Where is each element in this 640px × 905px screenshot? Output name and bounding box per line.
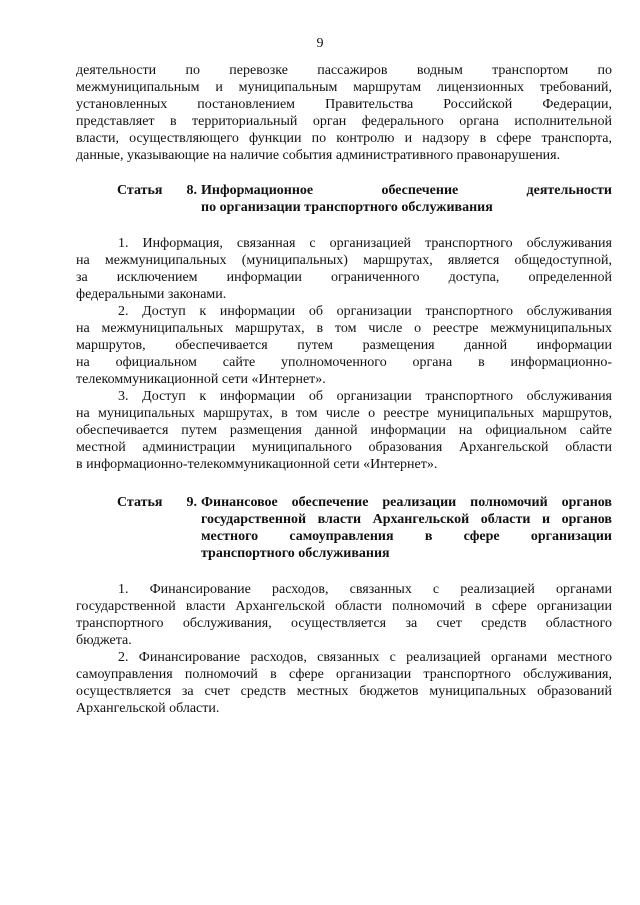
text-line: на межмуниципальных маршрутах, в том числе о реестре межмуниципальных bbox=[76, 321, 612, 336]
article-title-line: государственной власти Архангельской области и органов bbox=[201, 512, 612, 527]
article-title bbox=[201, 494, 612, 562]
article-8-paragraph-1 bbox=[76, 235, 612, 303]
text-line: государственной власти Архангельской области полномочий в сфере организации bbox=[76, 599, 612, 614]
text-line: 2. Доступ к информации об организации транспортного обслуживания bbox=[118, 304, 612, 319]
article-title-line: по организации транспортного обслуживания bbox=[201, 200, 493, 215]
text-line: 3. Доступ к информации об организации транспортного обслуживания bbox=[118, 389, 612, 404]
text-line: 1. Финансирование расходов, связанных с реализацией органами bbox=[118, 582, 612, 597]
text-line: в информационно-телекоммуникационной сети «Интернет». bbox=[76, 457, 438, 472]
text-line: межмуниципальным и муниципальным маршрутам лицензионных требований, bbox=[76, 80, 612, 95]
article-number: Статья 9. bbox=[117, 495, 197, 510]
text-line: власти, осуществляющего функции по контролю и надзору в сфере транспорта, bbox=[76, 131, 612, 146]
article-title-line: Финансовое обеспечение реализации полномочий органов bbox=[201, 495, 612, 510]
text-line: Архангельской области. bbox=[76, 701, 220, 716]
article-title-line: Информационное обеспечение деятельности bbox=[201, 183, 612, 198]
text-line: деятельности по перевозке пассажиров водным транспортом по bbox=[76, 63, 612, 78]
text-line: осуществляется за счет средств местных бюджетов муниципальных образований bbox=[76, 684, 612, 699]
text-line: на межмуниципальных (муниципальных) маршрутах, является общедоступной, bbox=[76, 253, 612, 268]
article-title-line: местного самоуправления в сфере организации bbox=[201, 529, 612, 544]
text-line: самоуправления полномочий в сфере организации транспортного обслуживания, bbox=[76, 667, 612, 682]
text-line: бюджета. bbox=[76, 633, 132, 648]
text-line: 1. Информация, связанная с организацией транспортного обслуживания bbox=[118, 236, 612, 251]
text-line: телекоммуникационной сети «Интернет». bbox=[76, 372, 326, 387]
article-8-paragraph-2 bbox=[76, 303, 612, 388]
page-number: 9 bbox=[316, 36, 324, 51]
text-line: установленных постановлением Правительства Российской Федерации, bbox=[76, 97, 612, 112]
text-line: представляет в территориальный орган федерального органа исполнительной bbox=[76, 114, 612, 129]
text-line: местной администрации муниципального образования Архангельской области bbox=[76, 440, 612, 455]
text-line: федеральными законами. bbox=[76, 287, 227, 302]
text-line: транспортного обслуживания, осуществляется за счет средств областного bbox=[76, 616, 612, 631]
text-line: на муниципальных маршрутах, в том числе о реестре муниципальных маршрутов, bbox=[76, 406, 612, 421]
text-line: на официальном сайте уполномоченного органа в информационно- bbox=[76, 355, 612, 370]
text-line: данные, указывающие на наличие события административного правонарушения. bbox=[76, 148, 561, 163]
article-title bbox=[201, 182, 612, 216]
article-8-paragraph-3 bbox=[76, 388, 612, 473]
article-title-line: транспортного обслуживания bbox=[201, 546, 390, 561]
intro-paragraph bbox=[76, 62, 612, 164]
text-line: 2. Финансирование расходов, связанных с реализацией органами местного bbox=[118, 650, 612, 665]
article-9-paragraph-1 bbox=[76, 581, 612, 649]
article-number: Статья 8. bbox=[117, 183, 197, 198]
text-line: маршрутов, обеспечивается путем размещения данной информации bbox=[76, 338, 612, 353]
text-line: обеспечивается путем размещения данной информации на официальном сайте bbox=[76, 423, 612, 438]
text-line: за исключением информации ограниченного доступа, определенной bbox=[76, 270, 612, 285]
article-9-paragraph-2 bbox=[76, 649, 612, 717]
